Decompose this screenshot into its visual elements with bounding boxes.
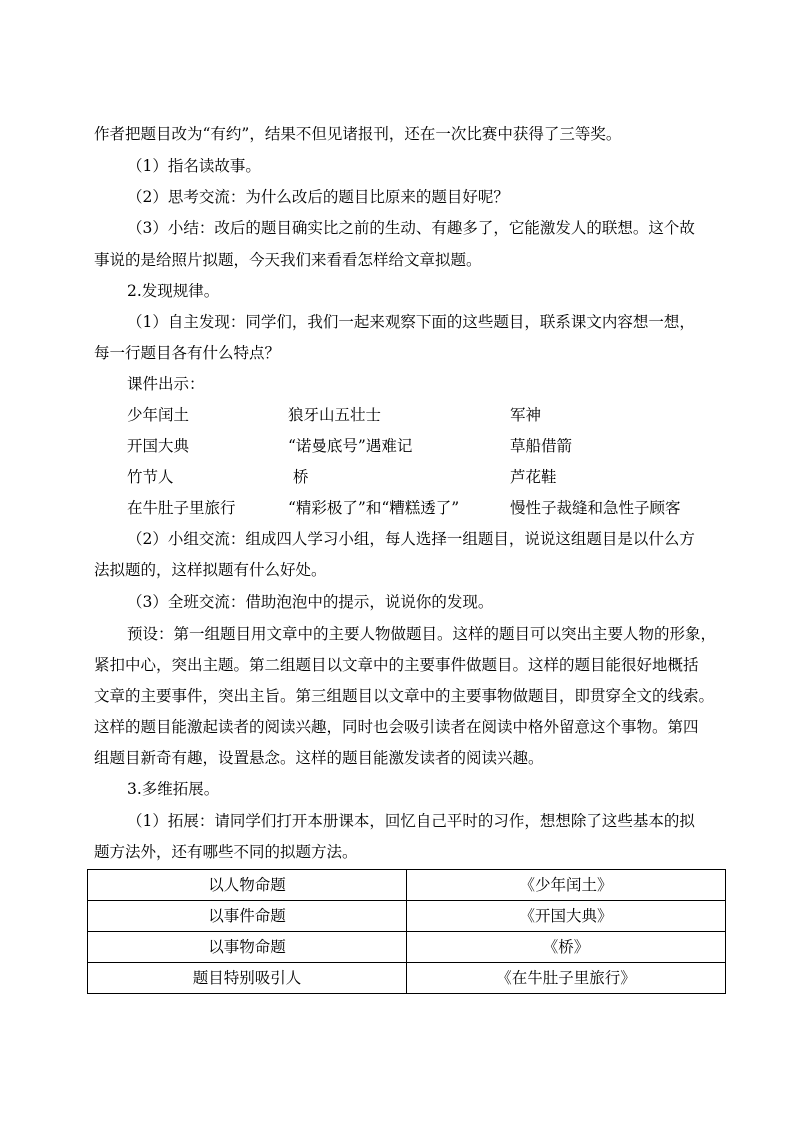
table-cell: 《在牛肚子里旅行》: [407, 963, 726, 994]
table-row: [88, 932, 726, 963]
paragraph-line: （1）拓展：请同学们打开本册课本，回忆自己平时的习作，想想除了这些基本的拟: [127, 812, 695, 830]
table-cell: 《桥》: [407, 932, 726, 963]
title-cell: 军神: [510, 406, 542, 424]
title-cell: 少年闰土: [127, 406, 190, 424]
title-cell: 慢性子裁缝和急性子顾客: [510, 499, 681, 517]
paragraph-line: （3）全班交流：借助泡泡中的提示，说说你的发现。: [127, 593, 494, 611]
paragraph-line: 每一行题目各有什么特点？: [94, 344, 281, 362]
table-cell: 以人物命题: [88, 870, 407, 901]
title-cell: 在牛肚子里旅行: [127, 499, 236, 517]
title-cell: 芦花鞋: [510, 468, 557, 486]
method-table: [87, 869, 726, 994]
paragraph-line: （2）小组交流：组成四人学习小组，每人选择一组题目，说说这组题目是以什么方: [127, 530, 695, 548]
title-cell: “诺曼底号”遇难记: [288, 437, 413, 455]
title-cell: 桥: [293, 468, 309, 486]
paragraph-line: 法拟题的，这样拟题有什么好处。: [94, 561, 327, 579]
paragraph-line: 组题目新奇有趣，设置悬念。这样的题目能激发读者的阅读兴趣。: [94, 749, 544, 767]
paragraph-line: 事说的是给照片拟题，今天我们来看看怎样给文章拟题。: [94, 251, 482, 269]
paragraph-line: （2）思考交流：为什么改后的题目比原来的题目好呢？: [127, 188, 509, 206]
paragraph-line: （3）小结：改后的题目确实比之前的生动、有趣多了，它能激发人的联想。这个故: [127, 219, 695, 237]
table-cell: 以事件命题: [88, 901, 407, 932]
table-row: [88, 870, 726, 901]
paragraph-line: （1）自主发现：同学们，我们一起来观察下面的这些题目，联系课文内容想一想，: [127, 313, 695, 331]
table-cell: 题目特别吸引人: [88, 963, 407, 994]
title-cell: 开国大典: [127, 437, 190, 455]
paragraph-line: 文章的主要事件，突出主旨。第三组题目以文章中的主要事物做题目，即贯穿全文的线索。: [94, 687, 715, 705]
table-cell: 《少年闰土》: [407, 870, 726, 901]
paragraph-line: 预设：第一组题目用文章中的主要人物做题目。这样的题目可以突出主要人物的形象，: [127, 625, 717, 643]
paragraph-line: （1）指名读故事。: [127, 157, 261, 175]
table-row: [88, 901, 726, 932]
paragraph-line: 题方法外，还有哪些不同的拟题方法。: [94, 843, 358, 861]
table-cell: 以事物命题: [88, 932, 407, 963]
title-cell: 狼牙山五壮士: [288, 406, 382, 424]
title-cell: 草船借箭: [510, 437, 573, 455]
section-heading: 3.多维拓展。: [127, 780, 220, 798]
title-cell: “精彩极了”和“糟糕透了”: [288, 499, 460, 517]
paragraph-line: 紧扣中心，突出主题。第二组题目以文章中的主要事件做题目。这样的题目能很好地概括: [94, 656, 699, 674]
table-row: [88, 963, 726, 994]
title-cell: 竹节人: [127, 468, 174, 486]
paragraph-line: 这样的题目能激起读者的阅读兴趣，同时也会吸引读者在阅读中格外留意这个事物。第四: [94, 718, 699, 736]
table-cell: 《开国大典》: [407, 901, 726, 932]
paragraph-line: 课件出示：: [127, 375, 205, 393]
section-heading: 2.发现规律。: [127, 282, 220, 300]
paragraph-line: 作者把题目改为“有约”，结果不但见诸报刊，还在一次比赛中获得了三等奖。: [94, 125, 622, 143]
